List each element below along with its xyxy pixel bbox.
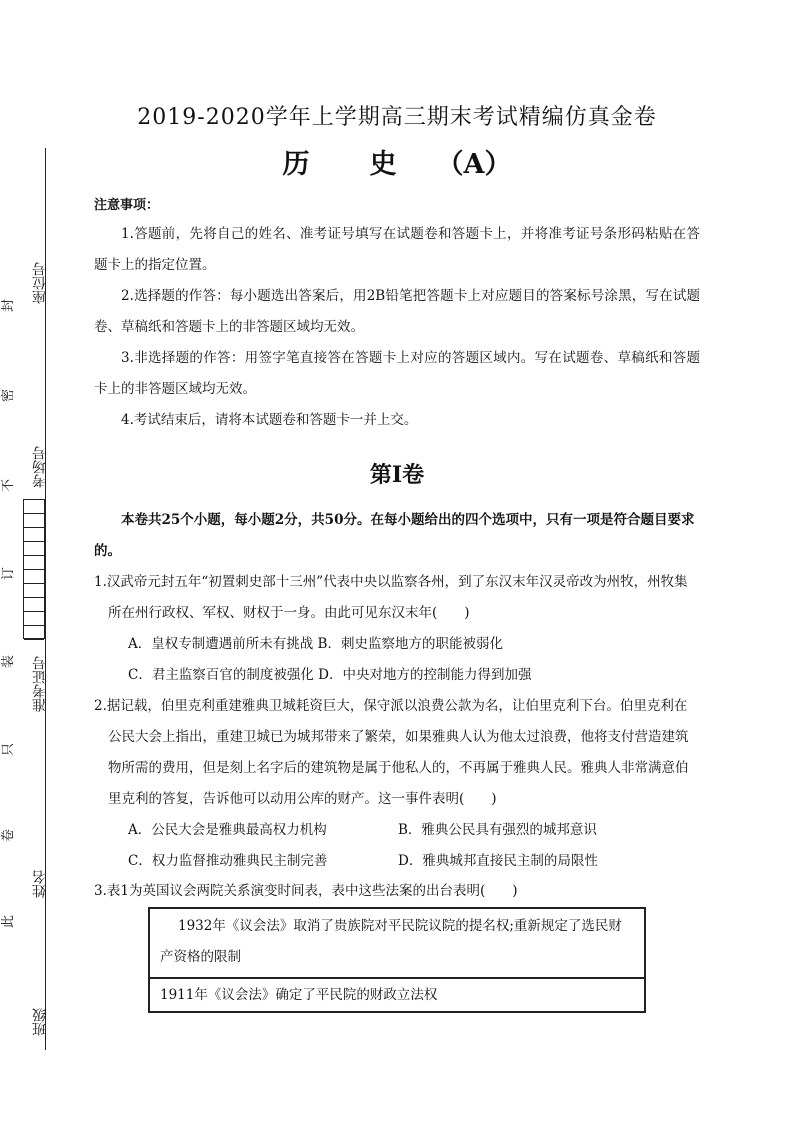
question-3 bbox=[94, 876, 700, 907]
seal-char: 卷 bbox=[1, 828, 17, 843]
seat-no-label: 座位号 bbox=[32, 262, 48, 304]
table-row: 1932年《议会法》取消了贵族院对平民院议院的提名权;重新规定了选民财产资格的限制 bbox=[150, 909, 644, 979]
option-row[interactable]: C．君主监察百官的制度被强化 D．中央对地方的控制能力得到加强 bbox=[128, 667, 532, 683]
ticket-no-label: 准考证号 bbox=[32, 656, 48, 712]
paper-variant: （A） bbox=[436, 149, 512, 180]
seal-char: 此 bbox=[1, 914, 17, 929]
subject-char-1: 历 bbox=[282, 149, 310, 180]
notice-item: 4.考试结束后，请将本试题卷和答题卡一并上交。 bbox=[121, 412, 418, 428]
exam-title: 2019-2020学年上学期高三期末考试精编仿真金卷 bbox=[137, 105, 657, 130]
seal-char: 封 bbox=[1, 298, 17, 313]
table-row: 1911年《议会法》确定了平民院的财政立法权 bbox=[160, 987, 438, 1003]
seal-char: 不 bbox=[1, 478, 17, 493]
seal-char: 装 bbox=[1, 654, 17, 669]
question-1 bbox=[94, 567, 700, 691]
seal-char: 只 bbox=[1, 742, 17, 757]
notice-list bbox=[94, 219, 700, 436]
notice-item: 1.答题前，先将自己的姓名、准考证号填写在试题卷和答题卡上，并将准考证号条形码粘贴在答题卡上的指定位置。 bbox=[94, 226, 700, 273]
notice-item: 2.选择题的作答：每小题选出答案后，用2B铅笔把答题卡上对应题目的答案标号涂黑，写在试题卷、草稿纸和答题卡上的非答题区域均无效。 bbox=[94, 288, 700, 335]
ticket-no-boxes[interactable] bbox=[23, 499, 45, 639]
question-3-table bbox=[148, 907, 646, 1013]
option-d[interactable]: D．雅典城邦直接民主制的局限性 bbox=[398, 853, 598, 869]
section-intro: 本卷共25个小题，每小题2分，共50分。在每小题给出的四个选项中，只有一项是符合题目要求的。 bbox=[94, 512, 695, 559]
subject-heading bbox=[0, 142, 794, 181]
question-stem: 2.据记载，伯里克利重建雅典卫城耗资巨大，保守派以浪费公款为名，让伯里克利下台。伯里克利在公民大会上指出，重建卫城已为城邦带来了繁荣，如果雅典人认为他太过浪费，他将支付营造建筑物所需的费用，但是刻上名字后的建筑物是属于他私人的，不再属于雅典人民。雅典人非常满意伯里克利的答复，告诉他可以动用公库的财产。这一事件表明( ) bbox=[94, 698, 689, 807]
option-row[interactable]: A．皇权专制遭遇前所未有挑战 B．刺史监察地方的职能被弱化 bbox=[128, 636, 503, 652]
notice-heading: 注意事项： bbox=[94, 198, 160, 213]
subject-char-2: 史 bbox=[369, 149, 397, 180]
option-a[interactable]: A．公民大会是雅典最高权力机构 bbox=[128, 822, 327, 838]
question-stem: 3.表1为英国议会两院关系演变时间表，表中这些法案的出台表明( ) bbox=[94, 883, 518, 899]
exam-room-label: 考场号 bbox=[32, 446, 48, 488]
notice-item: 3.非选择题的作答：用签字笔直接答在答题卡上对应的答题区域内。写在试题卷、草稿纸和答题卡上的非答题区域均无效。 bbox=[94, 350, 700, 397]
class-label: 班级 bbox=[32, 1008, 48, 1036]
question-stem: 1.汉武帝元封五年“初置刺史部十三州”代表中央以监察各州，到了东汉末年汉灵帝改为州牧，州牧集所在州行政权、军权、财权于一身。由此可见东汉末年( ) bbox=[94, 574, 688, 621]
seal-char: 订 bbox=[1, 566, 17, 581]
question-2 bbox=[94, 691, 700, 877]
option-c[interactable]: C．权力监督推动雅典民主制完善 bbox=[128, 853, 328, 869]
name-label: 姓名 bbox=[32, 870, 48, 898]
option-b[interactable]: B．雅典公民具有强烈的城邦意识 bbox=[398, 822, 597, 838]
seal-char: 密 bbox=[1, 388, 17, 403]
volume-title: 第Ⅰ卷 bbox=[369, 462, 425, 488]
